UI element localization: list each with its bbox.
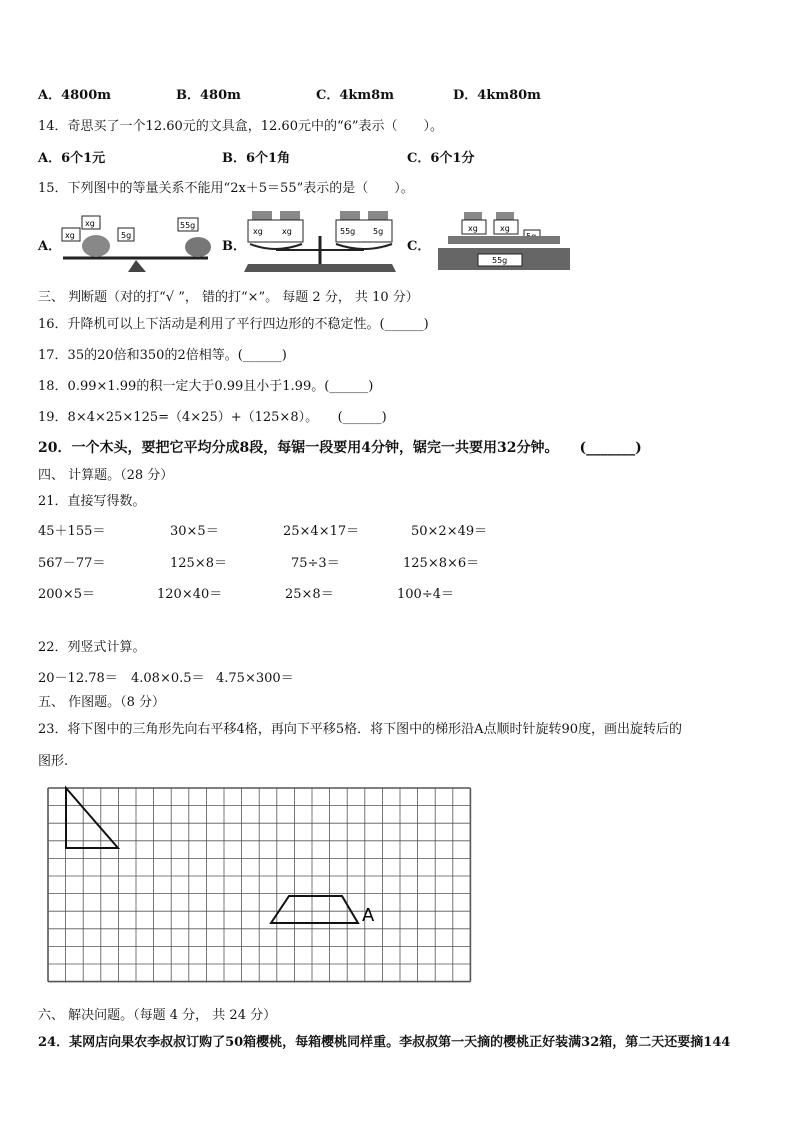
- q23-line1: 23．将下图中的三角形先向右平移4格，再向下平移5格．将下图中的梯形沿A点顺时针旋转90度，画出旋转后的: [38, 722, 683, 737]
- q19: 19．8×4×25×125=（4×25）+（125×8）。 (______): [38, 410, 387, 425]
- q24: 24．某网店向果农李叔叔订购了50箱樱桃，每箱樱桃同样重。李叔叔第一天摘的樱桃正好装满32箱，第二天还要摘144: [38, 1035, 731, 1050]
- section4-heading: 四、 计算题。（28 分）: [38, 468, 174, 483]
- fig-c-weight-55g: 55g: [492, 256, 508, 265]
- section3-heading: 三、 判断题（对的打“√ ”， 错的打“×”。 每题 2 分， 共 10 分）: [38, 290, 419, 305]
- q21-item: 125×8×6＝: [403, 556, 480, 571]
- q23-line2: 图形.: [38, 754, 69, 769]
- q13-option-b: B．480m: [176, 88, 241, 103]
- q21-item: 125×8＝: [170, 556, 227, 571]
- fig-a-weight-x2: xg: [85, 219, 95, 228]
- fig-b-weight-x1: xg: [253, 227, 263, 236]
- q16: 16．升降机可以上下活动是利用了平行四边形的不稳定性。(______): [38, 317, 429, 332]
- q21-item: 50×2×49＝: [411, 524, 488, 539]
- q21-item: 567－77＝: [38, 556, 106, 571]
- triangle-shape: [66, 788, 118, 848]
- balance-seesaw-figure: [58, 210, 218, 272]
- trapezoid-shape: [271, 896, 358, 923]
- fig-a-weight-55g: 55g: [180, 221, 196, 230]
- q18: 18．0.99×1.99的积一定大于0.99且小于1.99。(______): [38, 379, 374, 394]
- scale-figure: [434, 208, 574, 274]
- q21-item: 30×5＝: [170, 524, 219, 539]
- q13-option-c: C．4km8m: [316, 88, 394, 103]
- q21-item: 100÷4＝: [397, 587, 454, 602]
- q21-item: 25×4×17＝: [283, 524, 360, 539]
- drawing-grid: [40, 782, 485, 992]
- fig-a-weight-5g: 5g: [121, 231, 132, 240]
- q21-item: 200×5＝: [38, 587, 95, 602]
- fig-a-weight-x1: xg: [65, 231, 75, 240]
- section6-heading: 六、 解决问题。（每题 4 分， 共 24 分）: [38, 1008, 277, 1023]
- q15-stem: 15．下列图中的等量关系不能用“2x＋5＝55”表示的是（ ）。: [38, 181, 414, 196]
- q21-item: 120×40＝: [157, 587, 223, 602]
- q21-item: 45＋155＝: [38, 524, 106, 539]
- q14-option-b: B．6个1角: [222, 151, 291, 166]
- fig-b-weight-55g: 55g: [340, 227, 356, 236]
- q14-option-a: A．6个1元: [38, 151, 106, 166]
- q15-option-b: B．: [222, 239, 246, 254]
- fig-c-weight-x2: xg: [500, 224, 510, 233]
- point-a-label: A: [362, 905, 375, 926]
- fig-b-weight-x2: xg: [282, 227, 292, 236]
- q20: 20．一个木头，要把它平均分成8段，每锯一段要用4分钟，锯完一共要用32分钟。 (_______): [38, 440, 642, 456]
- q13-option-d: D．4km80m: [453, 88, 541, 103]
- q21-item: 75÷3＝: [291, 556, 340, 571]
- section5-heading: 五、 作图题。（8 分）: [38, 695, 166, 710]
- q22-item: 4.75×300＝: [216, 671, 294, 686]
- fig-b-weight-5g: 5g: [373, 227, 384, 236]
- q13-option-a: A．4800m: [38, 88, 112, 103]
- q14-option-c: C．6个1分: [407, 151, 475, 166]
- q14-stem: 14．奇思买了一个12.60元的文具盒，12.60元中的“6”表示（ ）。: [38, 119, 444, 134]
- q22-title: 22．列竖式计算。: [38, 640, 146, 655]
- q17: 17．35的20倍和350的2倍相等。(______): [38, 348, 287, 363]
- q15-option-c: C．: [407, 239, 431, 254]
- fig-c-weight-x1: xg: [468, 224, 478, 233]
- q21-item: 25×8＝: [285, 587, 334, 602]
- q15-option-a: A．: [38, 239, 62, 254]
- q22-item: 4.08×0.5＝: [131, 671, 205, 686]
- pan-balance-figure: [240, 206, 402, 276]
- q21-title: 21．直接写得数。: [38, 494, 146, 509]
- q22-item: 20－12.78＝: [38, 671, 118, 686]
